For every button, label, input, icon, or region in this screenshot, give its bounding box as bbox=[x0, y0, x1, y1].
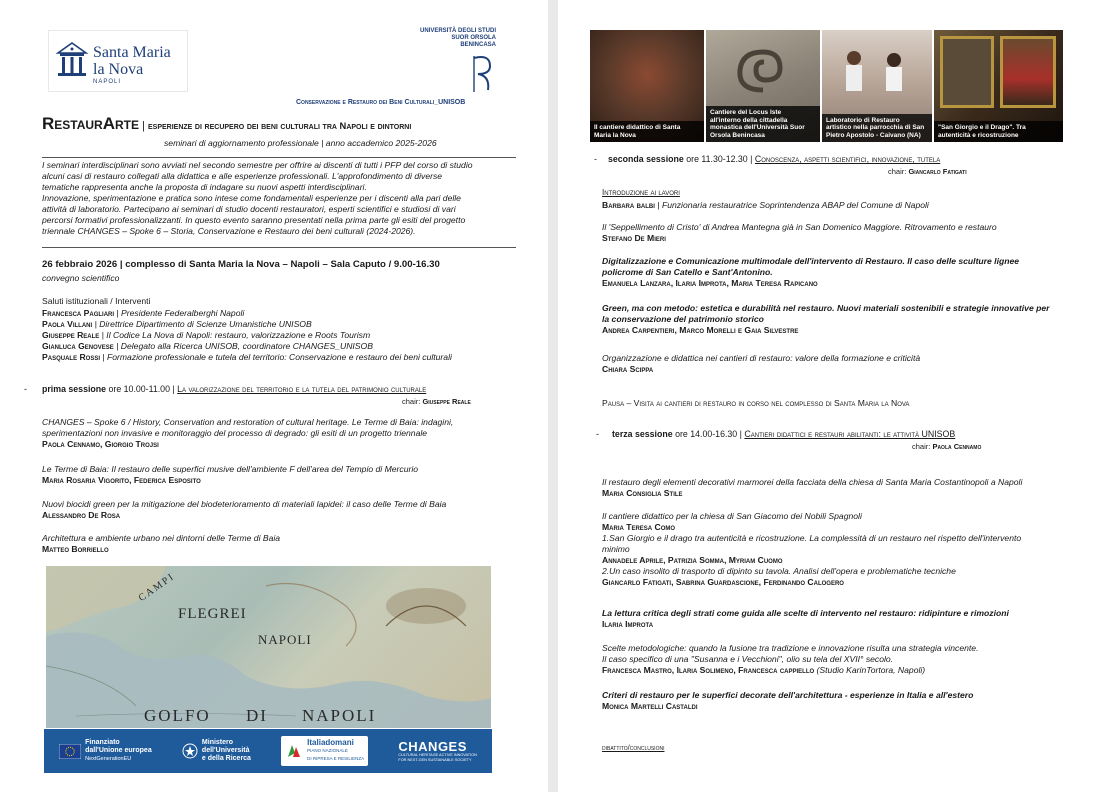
map-label-di: DI bbox=[246, 706, 268, 725]
page-right bbox=[558, 0, 1115, 792]
talk-item: Le Terme di Baia: Il restauro delle superfici musive dell'ambiente F dell'area del Tempio di Mercurio Maria Rosaria Vigorito, Federica Esposito bbox=[42, 464, 419, 485]
event-line: 26 febbraio 2026 | complesso di Santa Maria la Nova – Napoli – Sala Caputo / 9.00-16.30 bbox=[42, 259, 440, 270]
session-1-heading: prima sessione ore 10.00-11.00 | La valorizzazione del territorio e la tutela del patrimonio culturale bbox=[42, 384, 427, 394]
funders-bar bbox=[44, 729, 492, 773]
talk-item: Il cantiere didattico per la chiesa di San Giacomo dei Nobili Spagnoli Maria Teresa Como 1.San Giorgio e il drago tra autenticità e ricostruzione. La complessità di un restauro nel rispetto dell'intervento minimo Annadele Aprile, Patrizia Somma, Myriam Cuomo 2.Un caso insolito di trasporto di dipinto su tavola. Analisi dell'opera e problematiche tecniche Giancarlo Fatigati, Sabrina Guardascione, Ferdinando Calogero bbox=[602, 511, 1022, 587]
greeting-item: Gianluca Genovese | Delegato alla Ricerca UNISOB, coordinatore CHANGES_UNISOB bbox=[42, 341, 373, 351]
funder-italia-domani: Italiadomani PIANO NAZIONALE DI RIPRESA E RESILIENZA bbox=[281, 736, 368, 766]
photo-caption: Laboratorio di Restauro artistico nella parrocchia di San Pietro Apostolo - Caivano (NA) bbox=[822, 114, 932, 143]
funder-changes bbox=[398, 740, 476, 762]
photo-locus-iste bbox=[706, 30, 820, 142]
map-label-napoli: NAPOLI bbox=[258, 632, 312, 647]
session-dash: - bbox=[596, 429, 599, 439]
course-title: Conservazione e Restauro dei Beni Culturali_UNISOB bbox=[296, 99, 466, 106]
unisob-line-2: SUOR ORSOLA bbox=[451, 35, 496, 41]
map-label-flegrei: FLEGREI bbox=[178, 606, 247, 622]
santa-maria-la-nova-logo bbox=[48, 30, 188, 92]
photo-santa-maria-la-nova bbox=[590, 30, 704, 142]
title-separator: | bbox=[139, 120, 148, 132]
title-rest: esperienze di recupero dei beni culturali tra Napoli e dintorni bbox=[147, 120, 412, 131]
historic-map-image bbox=[46, 566, 491, 728]
talk-item: Nuovi biocidi green per la mitigazione del biodeterioramento di materiali lapidei: il caso delle Terme di Baia Alessandro De Rosa bbox=[42, 499, 447, 520]
talk-item: La lettura critica degli strati come guida alle scelte di intervento nel restauro: ridipinture e rimozioni Ilaria Improta bbox=[602, 608, 1009, 629]
talk-item: Criteri di restauro per le superfici decorate dell'architettura - esperienze in Italia e all'estero Monica Martelli Castaldi bbox=[602, 690, 974, 711]
greetings-list bbox=[42, 308, 542, 363]
map-label-napoli-gulf: NAPOLI bbox=[302, 706, 377, 725]
pause-line: Pausa – Visita ai cantieri di restauro in corso nel complesso di Santa Maria la Nova bbox=[602, 398, 910, 408]
photo-san-giorgio bbox=[934, 30, 1063, 142]
photo-caption: "San Giorgio e il Drago". Tra autenticità e ricostruzione bbox=[934, 121, 1063, 142]
intro-heading: Introduzione ai lavori bbox=[602, 188, 680, 197]
greetings-heading: Saluti istituzionali / Interventi bbox=[42, 296, 151, 306]
photo-caption: Cantiere del Locus Iste all'interno della cittadella monastica dell'Università Suor Orsola Benincasa bbox=[706, 106, 820, 142]
italia-domani-icon bbox=[285, 742, 303, 760]
unisob-line-1: UNIVERSITÀ DEGLI STUDI bbox=[419, 28, 496, 34]
session-1-chair: chair: Giuseppe Reale bbox=[402, 397, 471, 406]
greeting-item: Francesca Pagliari | Presidente Federalberghi Napoli bbox=[42, 308, 245, 318]
session-3-heading: terza sessione ore 14.00-16.30 | Cantieri didattici e restauri abilitanti: le attività UNISOB bbox=[612, 429, 956, 439]
photo-laboratorio-caivano bbox=[822, 30, 932, 142]
ministry-emblem-icon bbox=[182, 743, 198, 759]
unisob-logo bbox=[410, 28, 496, 98]
title-main: RestaurArte bbox=[42, 114, 139, 133]
talk-item: Organizzazione e didattica nei cantieri di restauro: valore della formazione e criticità Chiara Scippa bbox=[602, 353, 921, 374]
funder-ministry: Ministero dell'Università e della Ricerca bbox=[182, 739, 251, 763]
intro-box bbox=[42, 157, 516, 248]
unisob-line-3: BENINCASA bbox=[460, 42, 496, 48]
talk-item: Digitalizzazione e Comunicazione multimodale dell'intervento di Restauro. Il caso delle sculture lignee policrome di San Catello e Sant'Antonino. Emanuela Lanzara, Ilaria Improta, Maria Teresa Rapicano bbox=[602, 256, 1020, 288]
session-dash: - bbox=[24, 384, 27, 394]
event-type: convegno scientifico bbox=[42, 273, 120, 283]
logo-line-3: NAPOLI bbox=[93, 79, 122, 85]
funder-eu: Finanziato dall'Unione europea NextGenerationEU bbox=[59, 739, 152, 763]
talk-item: Scelte metodologiche: quando la fusione tra tradizione e innovazione risulta una strategia vincente. Il caso specifico di una "Susanna e i Vecchioni", olio su tela del XVII° secolo. Francesca Mastro, Ilaria Solimeno, Francesca cappiello (Studio KarinTortora, Napoli) bbox=[602, 643, 1102, 676]
session-2-chair: chair: Giancarlo Fatigati bbox=[888, 167, 967, 176]
unisob-emblem-icon bbox=[470, 52, 494, 96]
talk-authors: Francesca Mastro, Ilaria Solimeno, Francesca cappiello (Studio KarinTortora, Napoli) bbox=[602, 665, 926, 675]
session-dash: - bbox=[594, 154, 597, 164]
talk-item: Il 'Seppellimento di Cristo' di Andrea Mantegna già in San Domenico Maggiore. Ritrovamento e restauro Stefano De Mieri bbox=[602, 222, 997, 243]
changes-logo-icon: CHANGES CULTURAL HERITAGE ACTIVE INNOVATION FOR NEXT-GEN SUSTAINABLE SOCIETY bbox=[398, 739, 477, 762]
church-icon bbox=[55, 41, 89, 81]
greeting-item: Giuseppe Reale | Il Codice La Nova di Napoli: restauro, valorizzazione e Roots Tourism bbox=[42, 330, 371, 340]
session-2-heading: seconda sessione ore 11.30-12.30 | Conoscenza, aspetti scientifici, innovazione, tutela bbox=[608, 154, 941, 164]
subtitle: seminari di aggiornamento professionale | anno accademico 2025-2026 bbox=[164, 138, 437, 148]
logo-line-1: Santa Maria bbox=[93, 44, 171, 61]
photo-caption: Il cantiere didattico di Santa Maria la Nova bbox=[590, 121, 704, 142]
greeting-item: Paola Villani | Direttrice Dipartimento di Scienze Umanistiche UNISOB bbox=[42, 319, 312, 329]
map-label-golfo: GOLFO bbox=[144, 706, 211, 725]
intro-speaker: Barbara balbi | Funzionaria restauratrice Soprintendenza ABAP del Comune di Napoli bbox=[602, 200, 929, 210]
intro-text: I seminari interdisciplinari sono avviati nel secondo semestre per offrire ai discenti di tutti i PFP del corso di studio alcuni casi di restauro collegati alla didattica e alle esperienze professionali. L'approfondimento di diverse tematiche rappresenta anche la proposta di indagare su nuovi aspetti interdisciplinari. Innovazione, sperimentazione e pratica sono intese come fondamentali esperienze per i discenti alla pari delle attività di laboratorio. Partecipano ai seminari di studio docenti restauratori, esperti scientifici e studiosi di vari percorsi formativi professionalizzanti. In questo evento saranno presentati nella prima parte gli esiti del progetto triennale CHANGES – Spoke 6 – Storia, Conservazione e Restauro dei beni culturali (2024-2026). bbox=[42, 160, 473, 236]
closing-line: dibattito/conclusioni bbox=[602, 743, 665, 752]
eu-flag-icon bbox=[59, 744, 81, 759]
page-left bbox=[0, 0, 548, 792]
talk-item: Architettura e ambiente urbano nei dintorni delle Terme di Baia Matteo Borriello bbox=[42, 533, 281, 554]
session-3-chair: chair: Paola Cennamo bbox=[912, 442, 982, 451]
talk-item: Green, ma con metodo: estetica e durabilità nel restauro. Nuovi materiali sostenibili e strategie innovative per la conservazione del patrimonio storico Andrea Carpentieri, Marco Morelli e Gaia Silvestre bbox=[602, 303, 1050, 335]
page-title bbox=[42, 114, 411, 134]
talk-item: Il restauro degli elementi decorativi marmorei della facciata della chiesa di Santa Maria Costantinopoli a Napoli Maria Consiglia Stile bbox=[602, 477, 1023, 498]
greeting-item: Pasquale Rossi | Formazione professionale e tutela del territorio: Conservazione e restauro dei beni culturali bbox=[42, 352, 452, 362]
map-label-campi: CAMPI bbox=[136, 571, 178, 604]
logo-line-2: la Nova bbox=[93, 61, 144, 78]
talk-item: CHANGES – Spoke 6 / History, Conservation and restoration of cultural heritage. Le Terme di Baia: indagini, sperimentazioni non invasive e monitoraggio del processo di degrado: gli esiti di un progetto triennale Paola Cennamo, Giorgio Trojsi bbox=[42, 417, 454, 449]
